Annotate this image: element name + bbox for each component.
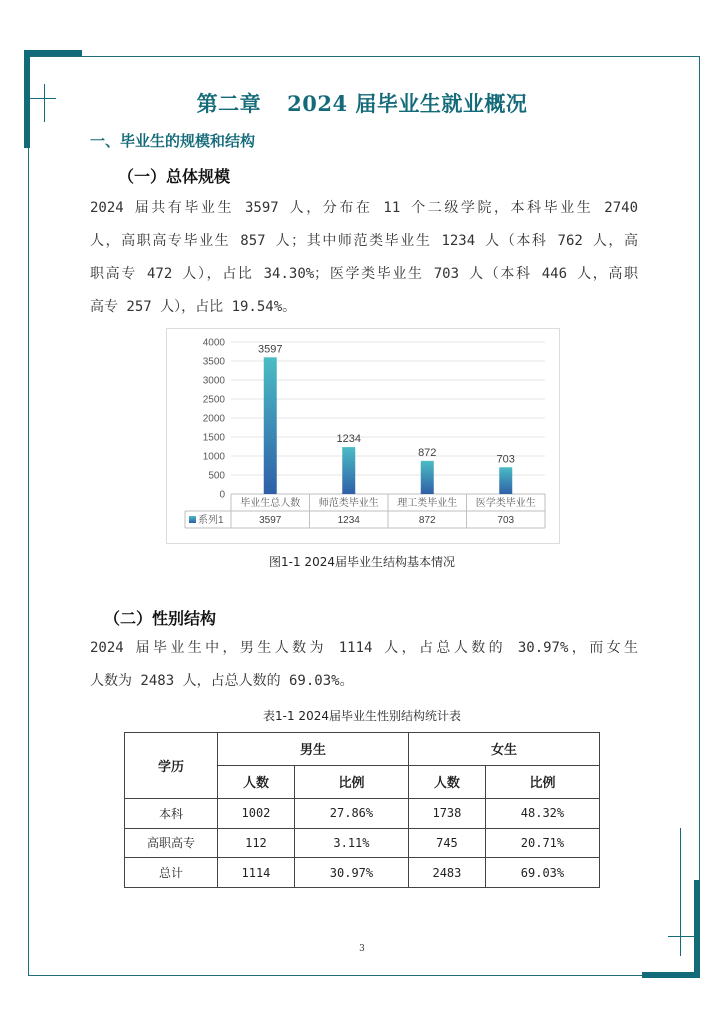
- table-cell: 27.86%: [294, 798, 408, 828]
- bar: [342, 447, 355, 494]
- corner-decoration-top-left: [24, 50, 82, 56]
- table-header-education: 学历: [125, 733, 218, 799]
- table-header-row: [125, 733, 600, 766]
- figure-caption: 图1-1 2024届毕业生结构基本情况: [269, 555, 455, 569]
- bar: [264, 357, 277, 494]
- table-row: [125, 798, 600, 828]
- y-tick-label: 1500: [202, 432, 225, 444]
- data-table-value: 872: [418, 515, 436, 526]
- x-category-label: 医学类毕业生: [475, 498, 536, 509]
- legend-key: [189, 516, 196, 523]
- table-subheader: 比例: [485, 765, 599, 798]
- crosshair-decoration-bottom-right-vertical: [680, 828, 681, 956]
- data-label: 872: [418, 446, 437, 459]
- table-row-label: 本科: [125, 798, 218, 828]
- x-category-label: 理工类毕业生: [397, 498, 458, 509]
- data-table-value: 703: [497, 515, 515, 526]
- data-table-value: 1234: [337, 515, 360, 526]
- table-cell: 1738: [408, 798, 485, 828]
- table-row: [125, 858, 600, 888]
- y-tick-label: 2500: [202, 394, 225, 406]
- paragraph-line: 2024 届共有毕业生 3597 人，分布在 11 个二级学院，本科毕业生 2740: [90, 200, 638, 216]
- table-cell: 1114: [218, 858, 295, 888]
- x-category-label: 毕业生总人数: [240, 498, 301, 509]
- legend-series-label: 系列1: [198, 515, 224, 526]
- data-label: 1234: [336, 433, 361, 446]
- x-category-label: 师范类毕业生: [318, 498, 379, 509]
- table-subheader: 人数: [408, 765, 485, 798]
- page-number: 3: [359, 944, 365, 954]
- table-subheader: 人数: [218, 765, 295, 798]
- data-label: 3597: [258, 343, 283, 356]
- paragraph-line: 人，高职高专毕业生 857 人；其中师范类毕业生 1234 人（本科 762 人，高: [90, 233, 638, 249]
- data-label: 703: [496, 453, 515, 466]
- bar: [421, 461, 434, 494]
- y-tick-label: 3500: [202, 356, 225, 368]
- data-table-value: 3597: [259, 515, 282, 526]
- table-cell: 3.11%: [294, 828, 408, 858]
- chapter-title: [0, 88, 724, 118]
- y-tick-label: 500: [208, 470, 225, 482]
- corner-decoration-bottom-right-vertical: [694, 880, 700, 978]
- bar: [499, 467, 512, 494]
- table-cell: 1002: [218, 798, 295, 828]
- table-row-label: 高职高专: [125, 828, 218, 858]
- table-cell: 30.97%: [294, 858, 408, 888]
- table-cell: 48.32%: [485, 798, 599, 828]
- table-cell: 745: [408, 828, 485, 858]
- crosshair-decoration-bottom-right: [668, 936, 694, 937]
- table-cell: 112: [218, 828, 295, 858]
- table-cell: 2483: [408, 858, 485, 888]
- y-tick-label: 2000: [202, 413, 225, 425]
- paragraph-line: 人数为 2483 人，占总人数的 69.03%。: [90, 673, 354, 689]
- table-header-female: 女生: [408, 733, 599, 766]
- subsection-heading-gender: （二）性别结构: [104, 609, 217, 628]
- table-cell: 20.71%: [485, 828, 599, 858]
- table-subheader: 比例: [294, 765, 408, 798]
- paragraph-gender-structure: [90, 632, 638, 698]
- corner-decoration-bottom-right: [642, 972, 700, 978]
- section-heading: 一、毕业生的规模和结构: [90, 132, 256, 150]
- gender-statistics-table: [124, 732, 600, 888]
- table-row: [125, 828, 600, 858]
- table-cell: 69.03%: [485, 858, 599, 888]
- graduate-structure-chart: [166, 328, 560, 544]
- table-row-label: 总计: [125, 858, 218, 888]
- y-tick-label: 3000: [202, 375, 225, 387]
- paragraph-overall-scale: [90, 192, 638, 324]
- subsection-heading-overall: （一）总体规模: [118, 167, 231, 186]
- y-tick-label: 1000: [202, 451, 225, 463]
- y-tick-label: 4000: [202, 337, 225, 349]
- paragraph-line: 职高专 472 人），占比 34.30%；医学类毕业生 703 人（本科 446 人，高职: [90, 266, 638, 282]
- paragraph-line: 2024 届毕业生中，男生人数为 1114 人，占总人数的 30.97%，而女生: [90, 640, 638, 656]
- bar-chart-svg: [167, 329, 559, 543]
- y-tick-label: 0: [219, 489, 225, 501]
- table-caption: 表1-1 2024届毕业生性别结构统计表: [263, 709, 461, 723]
- chapter-name: 2024 届毕业生就业概况: [287, 91, 528, 116]
- chapter-number: 第二章: [196, 91, 262, 116]
- paragraph-line: 高专 257 人），占比 19.54%。: [90, 299, 297, 315]
- table-header-male: 男生: [218, 733, 409, 766]
